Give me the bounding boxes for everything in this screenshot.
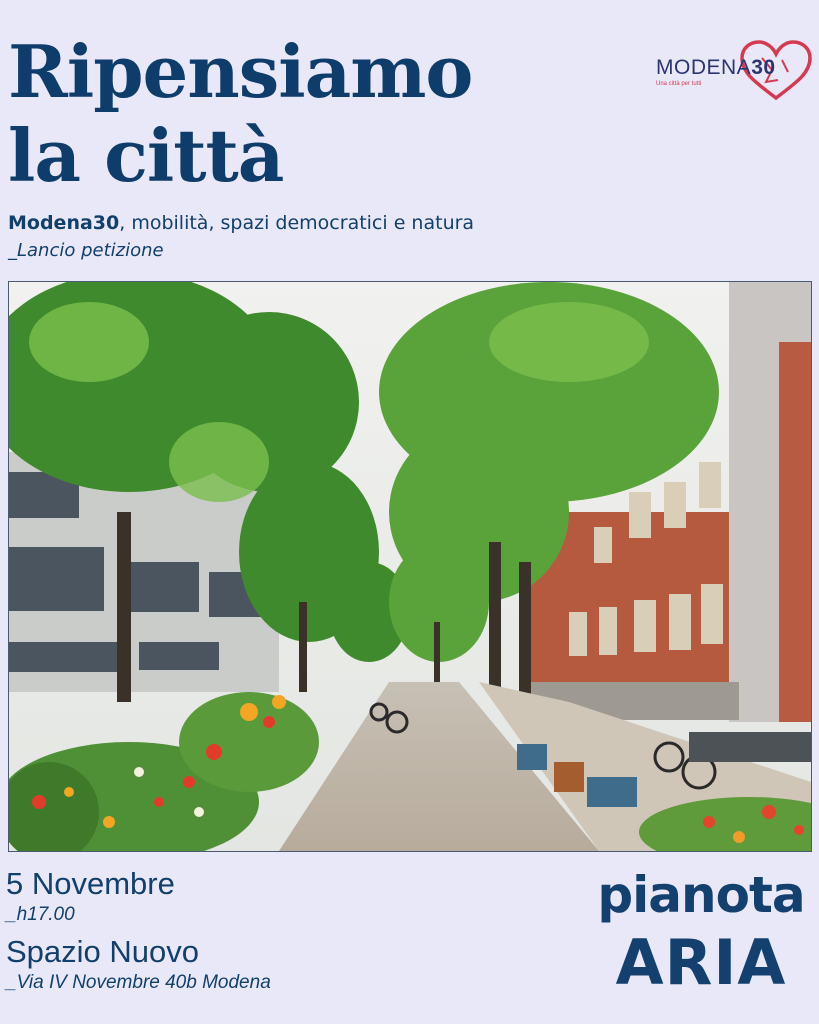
logo-name: MODENA [656,56,752,79]
subtitle-rest: , mobilità, spazi democratici e natura [119,212,475,234]
subtitle-bold: Modena30 [8,212,120,234]
logo-number: 30 [751,56,776,79]
poster-title [8,30,472,198]
brand-word-1: pianota [597,866,805,924]
launch-note: _Lancio petizione [8,240,164,261]
logo-text [656,56,776,80]
event-date: 5 Novembre [6,866,175,901]
subtitle [8,212,474,234]
tree-lined-street-image [8,281,812,852]
pianota-aria-logo [590,866,812,999]
event-venue: Spazio Nuovo [6,934,200,969]
event-time: _h17.00 [6,904,75,925]
title-line-1: Ripensiamo [8,29,473,114]
event-address: _Via IV Novembre 40b Modena [6,972,271,993]
brand-word-2: ARIA [615,926,787,999]
modena30-logo [656,40,816,102]
title-line-2: la città [8,113,284,198]
logo-tagline: Una città per tutti [656,81,702,87]
